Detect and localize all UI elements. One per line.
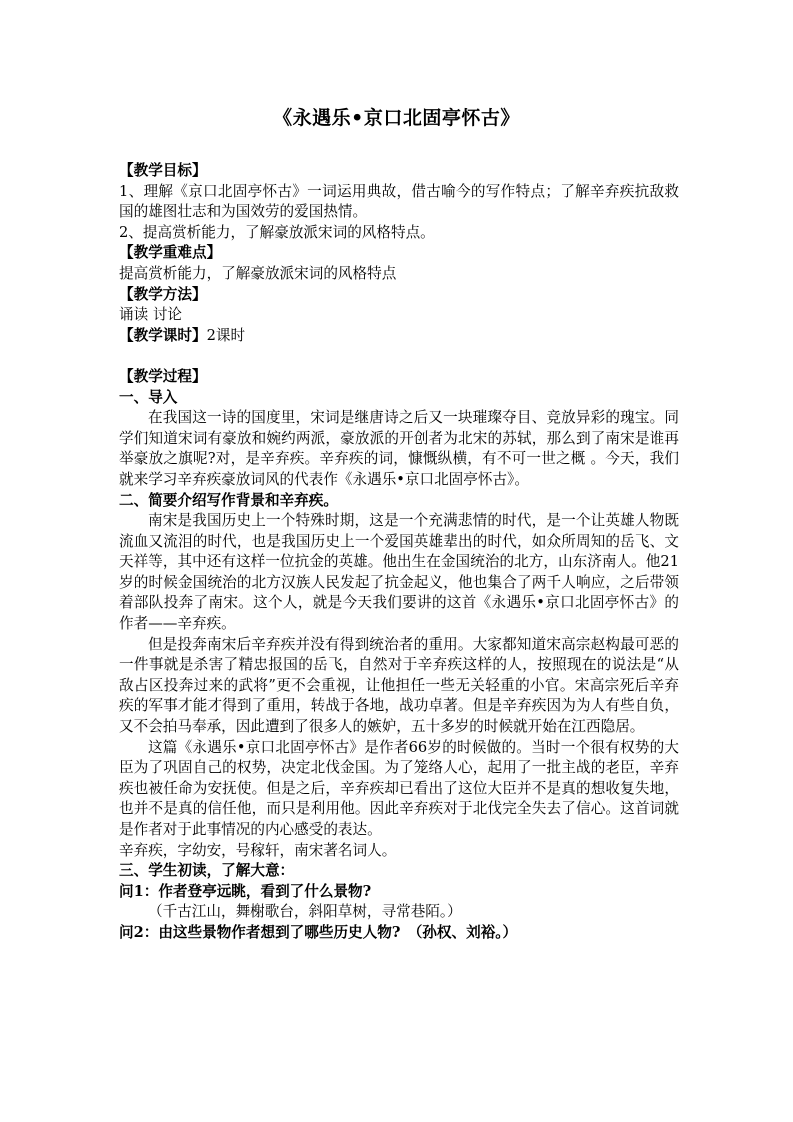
spacer bbox=[119, 346, 679, 367]
method-heading: 【教学方法】 bbox=[119, 285, 207, 303]
process-heading: 【教学过程】 bbox=[119, 367, 207, 385]
hours-line bbox=[119, 326, 679, 347]
background-paragraph-3: 这篇《永遇乐•京口北固亭怀古》是作者66岁的时候做的。当时一个很有权势的大臣为了巩固自己的权势，决定北伐金国。为了笼络人心，起用了一批主战的老臣，辛弃疾也被任命为安抚使。但是之后，辛弃疾却已看出了这位大臣并不是真的想收复失地，也并不是真的信任他，而只是利用他。因此辛弃疾对于北伐完全失去了信心。这首词就是作者对于此事情况的内心感受的表达。 bbox=[119, 738, 679, 838]
reading-heading: 三、学生初读，了解大意： bbox=[119, 862, 295, 880]
hours-text: 2课时 bbox=[206, 326, 246, 344]
goals-heading: 【教学目标】 bbox=[119, 162, 207, 179]
background-paragraph-1: 南宋是我国历史上一个特殊时期，这是一个充满悲情的时代，是一个让英雄人物既流血又流泪的时代，也是我国历史上一个爱国英雄辈出的时代，如众所周知的岳飞、文天祥等，其中还有这样一位抗金的英雄。他出生在金国统治的北方，山东济南人。他21岁的时候金国统治的北方汉族人民发起了抗金起义，他也集合了两千人响应，之后带领着部队投奔了南宋。这个人，就是今天我们要讲的这首《永遇乐•京口北固亭怀古》的作者——辛弃疾。 bbox=[119, 512, 679, 633]
hours-heading: 【教学课时】 bbox=[119, 326, 207, 344]
goal-2: 2、提高赏析能力，了解豪放派宋词的风格特点。 bbox=[119, 223, 435, 241]
background-paragraph-2: 但是投奔南宋后辛弃疾并没有得到统治者的重用。大家都知道宋高宗赵构最可恶的一件事就是杀害了精忠报国的岳飞，自然对于辛弃疾这样的人，按照现在的说法是“从敌占区投奔过来的武将”更不会重视，让他担任一些无关轻重的小官。宋高宗死后辛弃疾的军事才能才得到了重用，转战于各地，战功卓著。但是辛弃疾因为为人有些自负，又不会拍马奉承，因此遭到了很多人的嫉妒，五十多岁的时候就开始在江西隐居。 bbox=[119, 635, 679, 736]
key-text: 提高赏析能力，了解豪放派宋词的风格特点 bbox=[119, 264, 397, 282]
method-text: 诵读 讨论 bbox=[119, 306, 183, 324]
document-body bbox=[119, 161, 679, 944]
intro-heading: 一、导入 bbox=[119, 388, 178, 406]
background-heading: 二、简要介绍写作背景和辛弃疾。 bbox=[119, 491, 338, 509]
background-paragraph-4: 辛弃疾，字幼安，号稼轩，南宋著名词人。 bbox=[119, 841, 397, 859]
key-heading: 【教学重难点】 bbox=[119, 244, 222, 262]
answer-1: （千古江山，舞榭歌台，斜阳草树，寻常巷陌。） bbox=[148, 903, 462, 921]
question-1: 问1：作者登亭远眺，看到了什么景物? bbox=[119, 882, 372, 900]
intro-paragraph: 在我国这一诗的国度里，宋词是继唐诗之后又一块璀璨夺目、竞放异彩的瑰宝。同学们知道宋词有豪放和婉约两派，豪放派的开创者为北宋的苏轼，那么到了南宋是谁再举豪放之旗呢?对，是辛弃疾。辛弃疾的词，慷慨纵横，有不可一世之概 。今天，我们就来学习辛弃疾豪放词风的代表作《永遇乐•京口北固亭怀古》。 bbox=[119, 409, 679, 488]
goal-1: 1、理解《京口北固亭怀古》一词运用典故，借古喻今的写作特点；了解辛弃疾抗敌救国的雄图壮志和为国效劳的爱国热情。 bbox=[119, 182, 679, 221]
question-2: 问2：由这些景物作者想到了哪些历史人物? （孙权、刘裕。） bbox=[119, 923, 518, 941]
document-title: 《永遇乐•京口北固亭怀古》 bbox=[273, 107, 520, 129]
